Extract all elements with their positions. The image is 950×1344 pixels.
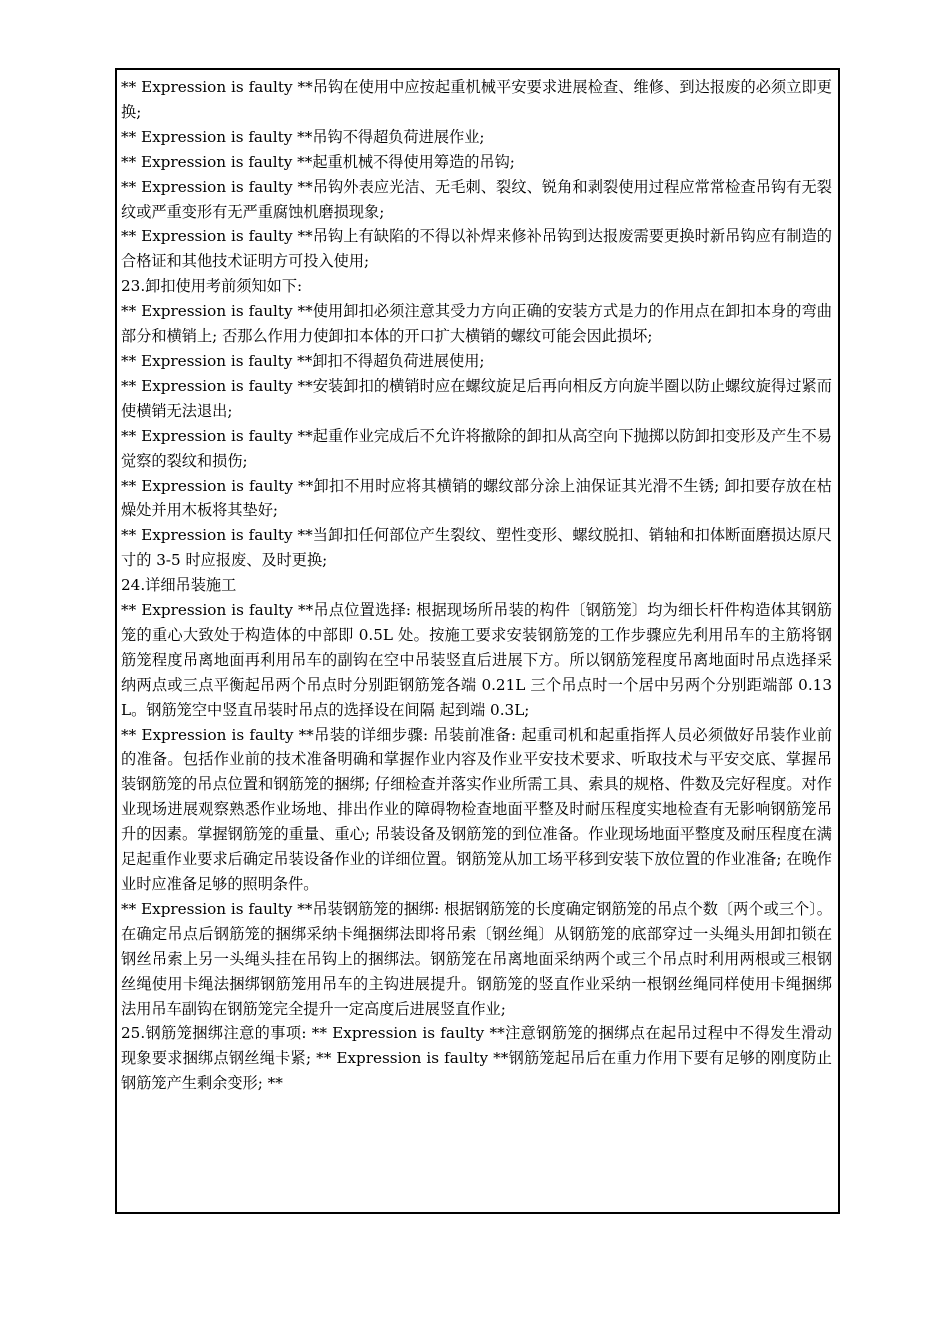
paragraph: ** Expression is faulty **吊点位置选择: 根据现场所吊装的构件〔钢筋笼〕均为细长杆件构造体其钢筋笼的重心大致处于构造体的中部即 0.5L 处。按施工要求安装钢筋笼的工作步骤应先利用吊车的主筋将钢筋笼程度吊离地面再利用吊车的副钩在空中吊装竖直后进展下方。所以钢筋笼程度吊离地面时吊点选择采纳两点或三点平衡起吊两个吊点时分别距钢筋笼各端 0.21L 三个吊点时一个居中另两个分别距端部 0.13L。钢筋笼空中竖直吊装时吊点的选择设在间隔 起到端 0.3L; <box>121 601 832 719</box>
paragraph: ** Expression is faulty **卸扣不得超负荷进展使用; <box>121 351 485 370</box>
paragraph: ** Expression is faulty **当卸扣任何部位产生裂纹、塑性变形、螺纹脱扣、销轴和扣体断面磨损达原尺寸的 3-5 时应报废、及时更换; <box>121 526 832 570</box>
section-heading-24: 24.详细吊装施工 <box>121 576 237 595</box>
document-frame <box>115 68 840 1214</box>
paragraph: ** Expression is faulty **吊钩不得超负荷进展作业; <box>121 127 485 146</box>
paragraph: ** Expression is faulty **吊装的详细步骤: 吊装前准备: 起重司机和起重指挥人员必须做好吊装作业前的准备。包括作业前的技术准备明确和掌握作业内容及作业平安技术要求、听取技术与平安交底、掌握吊装钢筋笼的吊点位置和钢筋笼的捆绑; 仔细检查并落实作业所需工具、索具的规格、件数及完好程度。对作业现场进展观察熟悉作业场地、排出作业的障碍物检查地面平整及时耐压程度实地检查有无影响钢筋笼吊升的因素。掌握钢筋笼的重量、重心; 吊装设备及钢筋笼的到位准备。作业现场地面平整度及耐压程度在满足起重作业要求后确定吊装设备作业的详细位置。钢筋笼从加工场平移到安装下放位置的作业准备; 在晚作业时应准备足够的照明条件。 <box>121 725 832 893</box>
paragraph: ** Expression is faulty **起重作业完成后不允许将撤除的卸扣从高空向下抛掷以防卸扣变形及产生不易觉察的裂纹和损伤; <box>121 426 832 470</box>
section-heading-25: 25.钢筋笼捆绑注意的事项: ** Expression is faulty **注意钢筋笼的捆绑点在起吊过程中不得发生滑动现象要求捆绑点钢丝绳卡紧; ** Expression is faulty **钢筋笼起吊后在重力作用下要有足够的刚度防止钢筋笼产生剩余变形; ** <box>121 1024 832 1093</box>
paragraph: ** Expression is faulty **安装卸扣的横销时应在螺纹旋足后再向相反方向旋半圈以防止螺纹旋得过紧而使横销无法退出; <box>121 376 832 420</box>
paragraph: ** Expression is faulty **使用卸扣必须注意其受力方向正确的安装方式是力的作用点在卸扣本身的弯曲部分和横销上; 否那么作用力使卸扣本体的开口扩大横销的螺纹可能会因此损坏; <box>121 302 832 346</box>
paragraph: ** Expression is faulty **吊钩上有缺陷的不得以补焊来修补吊钩到达报废需要更换时新吊钩应有制造的合格证和其他技术证明方可投入使用; <box>121 227 832 271</box>
paragraph: ** Expression is faulty **卸扣不用时应将其横销的螺纹部分涂上油保证其光滑不生锈; 卸扣要存放在枯燥处并用木板将其垫好; <box>121 476 832 520</box>
paragraph: ** Expression is faulty **吊装钢筋笼的捆绑: 根据钢筋笼的长度确定钢筋笼的吊点个数〔两个或三个〕。在确定吊点后钢筋笼的捆绑采纳卡绳捆绑法即将吊索〔钢丝绳〕从钢筋笼的底部穿过一头绳头用卸扣锁在钢丝吊索上另一头绳头挂在吊钩上的捆绑法。钢筋笼在吊离地面采纳两个或三个吊点时利用两根或三根钢丝绳使用卡绳法捆绑钢筋笼用吊车的主钩进展提升。钢筋笼的竖直作业采纳一根钢丝绳同样使用卡绳捆绑法用吊车副钩在钢筋笼完全提升一定高度后进展竖直作业; <box>121 899 832 1018</box>
section-heading-23: 23.卸扣使用考前须知如下: <box>121 277 303 296</box>
paragraph: ** Expression is faulty **吊钩外表应光洁、无毛刺、裂纹、锐角和剥裂使用过程应常常检查吊钩有无裂纹或严重变形有无严重腐蚀机磨损现象; <box>121 177 832 221</box>
paragraph: ** Expression is faulty **吊钩在使用中应按起重机械平安要求进展检查、维修、到达报废的必须立即更换; <box>121 78 832 121</box>
paragraph: ** Expression is faulty **起重机械不得使用筹造的吊钩; <box>121 152 515 171</box>
